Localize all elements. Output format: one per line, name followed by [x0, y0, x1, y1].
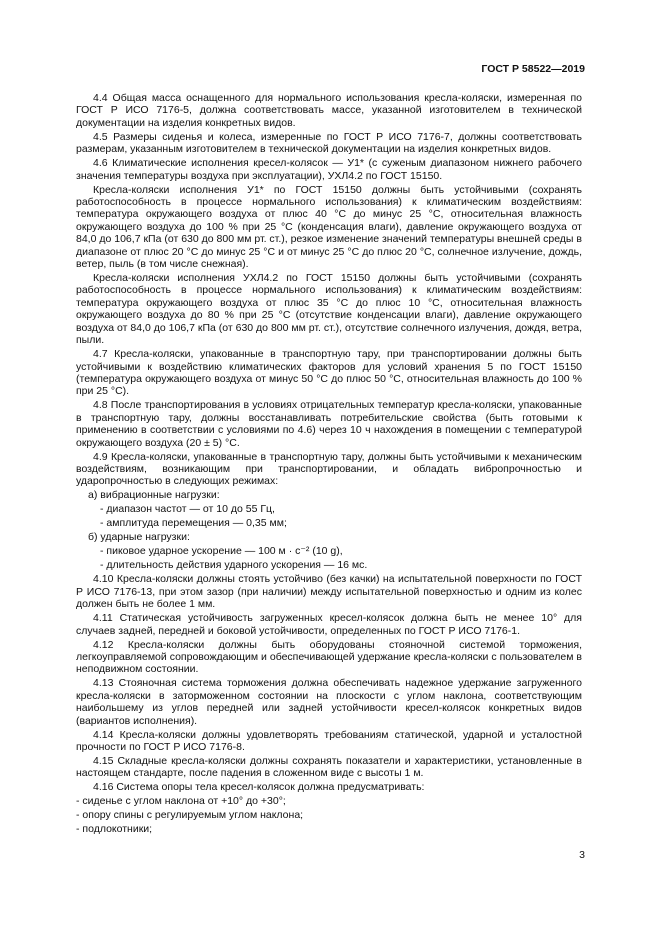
paragraph-4-16: 4.16 Система опоры тела кресел-колясок должна предусматривать:: [93, 781, 425, 794]
support-item: - подлокотники;: [76, 823, 153, 836]
shock-item: - пиковое ударное ускорение — 100 м · с⁻² (10 g),: [100, 545, 343, 558]
paragraph-4-13: 4.13 Стояночная система торможения должна обеспечивать надежное удержание загруженного кресла-коляски в заторможенном состоянии на плоскости с углом наклона, соответствующим наибольшему из углов передней или задней устойчивости кресел-колясок конкретных видов (вариантов исполнения).: [76, 677, 582, 727]
document-body: [76, 92, 582, 837]
paragraph-4-8: 4.8 После транспортирования в условиях отрицательных температур кресла-коляски, упакованные в транспортную тару, должны восстанавливать потребительские свойства (быть готовыми к применению в соответствии с условиями по 4.6) через 10 ч нахождения в помещении с температурой окружающего воздуха (20 ± 5) °С.: [76, 399, 582, 449]
vibration-item: - амплитуда перемещения — 0,35 мм;: [100, 517, 287, 530]
support-item: - сиденье с углом наклона от +10° до +30°;: [76, 795, 286, 808]
paragraph-4-9: 4.9 Кресла-коляски, упакованные в транспортную тару, должны быть устойчивыми к механическим воздействиям, возникающим при транспортировании, и обладать вибропрочностью и ударопрочностью в следующих режимах:: [76, 450, 582, 488]
paragraph-4-10: 4.10 Кресла-коляски должны стоять устойчиво (без качки) на испытательной поверхности по ГОСТ Р ИСО 7176-13, при этом зазор (при наличии) между испытательной поверхностью и одним из колес должен быть не более 1 мм.: [76, 573, 582, 611]
paragraph-4-6: 4.6 Климатические исполнения кресел-колясок — У1* (с суженым диапазоном нижнего рабочего значения температуры воздуха при эксплуатации), УХЛ4.2 по ГОСТ 15150.: [76, 157, 582, 182]
paragraph-4-7: 4.7 Кресла-коляски, упакованные в транспортную тару, при транспортировании должны быть устойчивыми к воздействию климатических факторов для условий хранения 5 по ГОСТ 15150 (температура окружающего воздуха от минус 50 °С до плюс 50 °С, относительная влажность до 100 % при 25 °С).: [76, 348, 582, 398]
paragraph-uhl: Кресла-коляски исполнения УХЛ4.2 по ГОСТ 15150 должны быть устойчивыми (сохранять работоспособность в процессе нормального использования) к климатическим воздействиям: температура окружающего воздуха от плюс 35 °С до плюс 10 °С, относительная влажность окружающего воздуха до 80 % при 25 °С (отсутствие конденсации влаги), давление окружающего воздуха от 84,0 до 106,7 кПа (от 630 до 800 мм рт. ст.), отсутствие солнечного излучения, дождя, ветра, пыли.: [76, 272, 582, 347]
vibration-title: а) вибрационные нагрузки:: [88, 489, 220, 502]
vibration-item: - диапазон частот — от 10 до 55 Гц,: [100, 503, 275, 516]
paragraph-4-4: 4.4 Общая масса оснащенного для нормального использования кресла-коляски, измеренная по ГОСТ Р ИСО 7176-5, должна соответствовать массе, указанной изготовителем в технической документации на изделия конкретных видов.: [76, 92, 582, 129]
paragraph-4-14: 4.14 Кресла-коляски должны удовлетворять требованиям статической, ударной и усталостной прочности по ГОСТ Р ИСО 7176-8.: [76, 728, 582, 753]
support-item: - опору спины с регулируемым углом наклона;: [76, 809, 304, 822]
paragraph-4-11: 4.11 Статическая устойчивость загруженных кресел-колясок должна быть не менее 10° для случаев задней, передней и боковой устойчивости, определенных по ГОСТ Р ИСО 7176-1.: [76, 612, 582, 637]
shock-item: - длительность действия ударного ускорения — 16 мс.: [100, 559, 368, 572]
paragraph-4-15: 4.15 Складные кресла-коляски должны сохранять показатели и характеристики, установленные в настоящем стандарте, после падения в сложенном виде с высоты 1 м.: [76, 755, 582, 780]
paragraph-4-12: 4.12 Кресла-коляски должны быть оборудованы стояночной системой торможения, легкоуправляемой сопровождающим и обеспечивающей удержание кресла-коляски с пользователем в неподвижном состоянии.: [76, 638, 582, 676]
paragraph-4-5: 4.5 Размеры сиденья и колеса, измеренные по ГОСТ Р ИСО 7176-7, должны соответствовать размерам, указанным изготовителем в технической документации на изделия конкретных видов.: [76, 130, 582, 156]
document-header: ГОСТ Р 58522—2019: [481, 63, 585, 75]
paragraph-u1: Кресла-коляски исполнения У1* по ГОСТ 15150 должны быть устойчивыми (сохранять работоспособность в процессе нормального использования) к климатическим воздействиям: температура окружающего воздуха от плюс 40 °С до минус 25 °С, относительная влажность окружающего воздуха до 100 % при 25 °С (конденсация влаги), давление окружающего воздуха от 84,0 до 106,7 кПа (от 630 до 800 мм рт. ст.), резкое изменение значений температуры внешней среды в диапазоне от плюс 20 °С до минус 25 °С и от минус 25 °С до плюс 20 °С, солнечное излучение, дождь, ветер, пыль (в том числе снежная).: [76, 183, 582, 271]
page-number: 3: [579, 849, 585, 861]
shock-title: б) ударные нагрузки:: [88, 531, 190, 544]
